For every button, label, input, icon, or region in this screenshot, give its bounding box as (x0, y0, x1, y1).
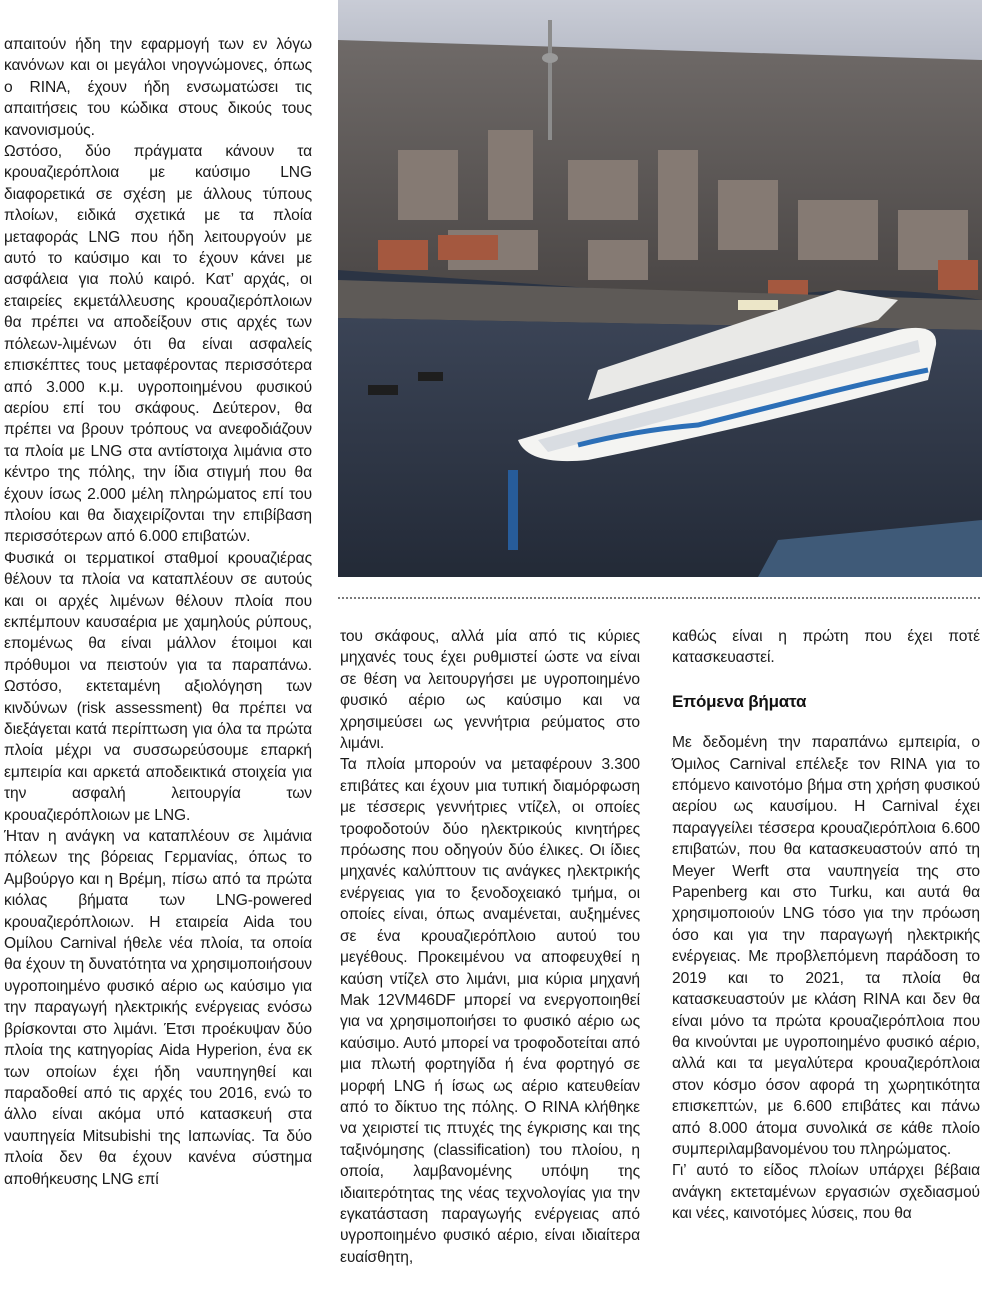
article-column-1 (4, 34, 312, 1190)
paragraph: Ήταν η ανάγκη να καταπλέουν σε λιμάνια πόλεων της βόρειας Γερμανίας, όπως το Αμβούργο και η Βρέμη, πίσω από τα πρώτα κιόλας βήματα των LNG-powered κρουαζιερόπλοιων. Η εταιρεία Aida του Ομίλου Carnival ήθελε νέα πλοία, τα οποία θα έχουν τη δυνατότητα να χρησιμοποιήσουν υγροποιημένο φυσικό αέριο ως καύσιμο για την παραγωγή ηλεκτρικής ενέργειας ενόσω βρίσκονται στο λιμάνι. Έτσι προέκυψαν δύο πλοία της κατηγορίας Aida Hyperion, ένα εκ των οποίων έχει ήδη ναυπηγηθεί και παραδοθεί από τις αρχές του 2016, ενώ το άλλο είναι ακόμα υπό κατασκευή στα ναυπηγεία Mitsubishi της Ιαπωνίας. Τα δύο πλοία δεν θα έχουν κανένα σύστημα αποθήκευσης LNG επί (4, 828, 312, 1188)
paragraph: Γι’ αυτό το είδος πλοίων υπάρχει βέβαια ανάγκη εκτεταμένων εργασιών σχεδιασμού και νέες, καινοτόμες λύσεις, που θα (672, 1162, 980, 1223)
section-heading: Επόμενα βήματα (672, 691, 807, 711)
harbor-photo-illustration (338, 0, 982, 577)
paragraph: Ωστόσο, δύο πράγματα κάνουν τα κρουαζιερόπλοια με καύσιμο LNG διαφορετικά σε σχέση με άλλους τύπους πλοίων, ειδικά σχετικά με τα πλοία μεταφοράς LNG που ήδη λειτουργούν με αυτό το καύσιμο και το έχουν κάνει με ασφάλεια για πολύ καιρό. Κατ’ αρχάς, οι εταιρείες εκμετάλλευσης κρουαζιερόπλοιων θα πρέπει να αποδείξουν στις αρχές των πόλεων-λιμένων ότι θα είναι ασφαλείς επισκέπτες τους μεταφέροντας περισσότερα από 3.000 κ.μ. υγροποιημένου φυσικού αερίου επί του σκάφους. Δεύτερον, θα πρέπει να βρουν τρόπους να ανεφοδιάζουν τα πλοία με LNG στα αντίστοιχα λιμάνια στο κέντρο της πόλης, την ίδια στιγμή που θα έχουν ίσως 2.000 μέλη πληρώματος επί του πλοίου και θα διαχειρίζονται την επιβίβαση περισσότερων από 6.000 επιβατών. (4, 143, 312, 546)
section-divider (338, 597, 980, 599)
article-column-2 (340, 626, 640, 1268)
paragraph: απαιτούν ήδη την εφαρμογή των εν λόγω κανόνων και οι μεγάλοι νηογνώμονες, όπως ο RINA, έχουν ήδη ενσωματώσει τις απαιτήσεις του κώδικα στους δικούς τους κανονισμούς. (4, 36, 312, 139)
paragraph: Με δεδομένη την παραπάνω εμπειρία, ο Όμιλος Carnival επέλεξε τον RINA για το επόμενο καινοτόμο βήμα στη χρήση φυσικού αερίου ως καυσίμου. Η Carnival έχει παραγγείλει τέσσερα κρουαζιερόπλοια 6.600 επιβατών, που θα κατασκευαστούν από τη Meyer Werft στα ναυπηγεία της στο Papenberg και στο Turku, και αυτά θα χρησιμοποιούν LNG τόσο για την πρόωση όσο και για την παραγωγή ηλεκτρικής ενέργειας. Με προβλεπόμενη παράδοση το 2019 και το 2021, τα πλοία θα κατασκευαστούν με κλάση RINA και δεν θα είναι μόνο τα πρώτα κρουαζιερόπλοια που θα κινούνται με υγροποιημένο φυσικό αέριο, αλλά και τα μεγαλύτερα κρουαζιερόπλοια στον κόσμο όσον αφορά τη χωρητικότητα επισκεπτών, με 6.600 επιβάτες και πάνω από 8.000 άτομα συνολικά σε κάθε πλοίο συμπεριλαμβανομένου του πληρώματος. (672, 734, 980, 1158)
article-column-3 (672, 626, 980, 1225)
cruise-ship-harbor-photo (338, 0, 982, 577)
paragraph: Φυσικά οι τερματικοί σταθμοί κρουαζιέρας θέλουν τα πλοία να καταπλέουν σε αυτούς και οι αρχές λιμένων θέλουν πλοία που εκπέμπουν καυσαέρια με χαμηλούς ρύπους, επομένως θα είναι μάλλον έτοιμοι και πρόθυμοι να πειστούν για τα παραπάνω. Ωστόσο, εκτεταμένη αξιολόγηση των κινδύνων (risk assessment) θα πρέπει να διεξάγεται κατά περίπτωση για όλα τα πρώτα πλοία μέχρι να συσσωρεύσουμε επαρκή εμπειρία και αρκετά αποδεικτικά στοιχεία για την ασφαλή λειτουργία των κρουαζιερόπλοιων με LNG. (4, 549, 312, 824)
paragraph: καθώς είναι η πρώτη που έχει ποτέ κατασκευαστεί. (672, 628, 980, 667)
paragraph: του σκάφους, αλλά μία από τις κύριες μηχανές τους έχει ρυθμιστεί ώστε να είναι σε θέση να λειτουργήσει με υγροποιημένο φυσικό αέριο ως καύσιμο και να χρησιμεύσει ως γεννήτρια ρεύματος στο λιμάνι. (340, 628, 640, 753)
paragraph: Τα πλοία μπορούν να μεταφέρουν 3.300 επιβάτες και έχουν μια τυπική διαμόρφωση με τέσσερις γεννήτριες ντίζελ, οι οποίες τροφοδοτούν δύο ηλεκτρικούς κινητήρες πρόωσης που οδηγούν δύο έλικες. Οι ίδιες μηχανές καλύπτουν τις ανάγκες ηλεκτρικής ενέργειας για το ξενοδοχειακό τμήμα, οι οποίες είναι, όπως αναμένεται, αυξημένες σε ένα κρουαζιερόπλοιο αυτού του μεγέθους. Προκειμένου να αποφευχθεί η καύση ντίζελ στο λιμάνι, μια κύρια μηχανή Mak 12VM46DF μπορεί να ενεργοποιηθεί για να χρησιμοποιήσει το φυσικό αέριο ως καύσιμο. Αυτό μπορεί να τροφοδοτείται από μια πλωτή φορτηγίδα ή ένα φορτηγό σε μορφή LNG ή ίσως ως αέριο κατευθείαν από το δίκτυο της πόλης. Ο RINA κλήθηκε να χειριστεί τις πτυχές της έγκρισης και της ταξινόμησης (classification) του πλοίου, η οποία, λαμβανομένης υπόψη της ιδιαιτερότητας της νέας τεχνολογίας για την εγκατάσταση παραγωγής ενέργειας από υγροποιημένο φυσικό αέριο, είναι ιδιαίτερα ευαίσθητη, (340, 756, 640, 1266)
